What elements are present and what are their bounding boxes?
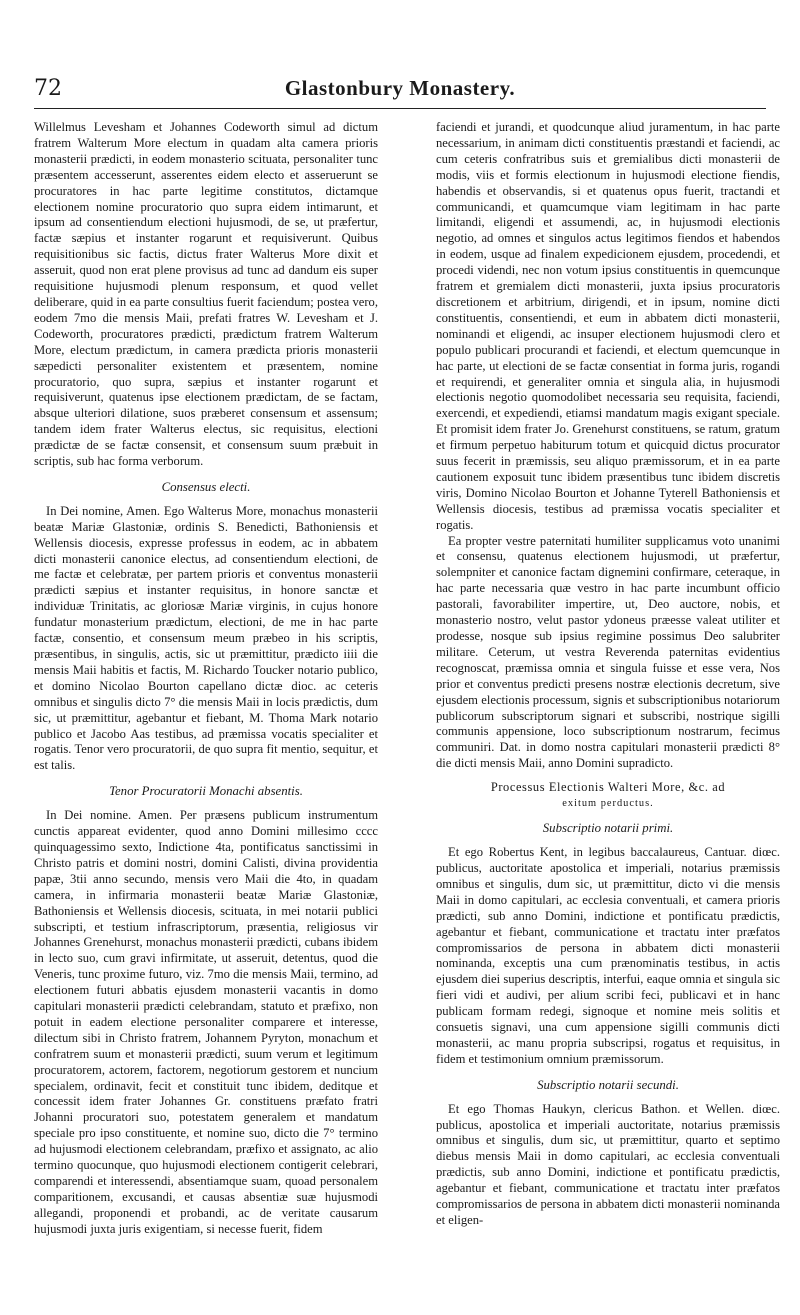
paragraph: Et ego Thomas Haukyn, clericus Bathon. et Wellen. diœc. publicus, apostolica et imperiali auctoritate, notarius præmissis omnibus et singulis, dum sic, ut præmittitur, quarto et septimo diebus mensis Maii in domo capitulari, ac ecclesia conventuali prædictis, sub anno Domini, indictione et pontificatu prædictis, agebantur et fiebant, communicatione et tractatu inter præfatos compromissarios de persona in abbatem dicti monasterii nominanda et eligen- [436, 1101, 780, 1227]
section-heading: Consensus electi. [161, 479, 251, 494]
paragraph: Willelmus Levesham et Johannes Codeworth simul ad dictum fratrem Walterum More electum in quadam alta camera prioris monasterii prædicti, in eodem monasterio scituata, personaliter tunc præsentem accesserunt, asserentes eidem electo et asseruerunt se procuratores in hac parte legitime constitutos, dictamque electionem nomine procuratorio quo supra eidem intimarunt, et ipsum ad consentiendum electioni hujusmodi, de se, ut præfertur, factæ sæpius et instanter rogarunt et requisiverunt. Quibus requisitionibus sic factis, dictus frater Walterus More dixit et asseruit, quod non erat plene provisus ad tunc ad dandum eis super requisitione hujusmodi plenum responsum, et quod vellet deliberare, quid in ea parte consultius fuerit faciendum; postea vero, eodem 7mo die mensis Maii, prefati fratres W. Levesham et J. Codeworth, procuratores prædicti, prædictum fratrem Walterum More, electum prædictum, in camera prædicta prioris monasterii sæpedicti personaliter existentem et præsentem, nomine procuratorio, quo supra, sæpius et instanter rogarunt et requisiverunt, quatenus ipse electionem prædictam, de se factam, absque ulteriori dilatione, suos præberet consensum et assensum; tandem idem frater Walterus electus, sic requisitus, electioni prædictæ de se factæ consensit, et consensum suum præbuit in scriptis, sub hac forma verborum. [34, 120, 378, 469]
running-title: Glastonbury Monastery. [284, 76, 516, 100]
section-heading: Subscriptio notarii primi. [542, 821, 674, 836]
paragraph: Et ego Robertus Kent, in legibus baccalaureus, Cantuar. diœc. publicus, auctoritate apostolica et imperiali, notarius præmissis omnibus et singulis, dum sic, ut præmittitur, dicto vi die mensis Maii in domo capitulari, ac ecclesia conventuali, et camera prioris prædicti, sub anno Domini, indictione et pontificatu prædictis, agebantur et fiebant, communicatione et tractatu inter præfatos compromissarios de persona in abbatem dicti monasterii nominanda, exceptis una cum prænominatis testibus, in actis ejusdem diei superius descriptis, interfui, eaque omnia et singula sic fieri vidi et audivi, per alium scribi feci, publicavi et in hanc publicam formam redegi, signoque et nomine meis solitis et consuetis signavi, una cum appensione sigilli communis dicti monasterii, ac manu propria subscripsi, rogatus et requisitus, in fidem et testimonium omnium præmissorum. [436, 845, 780, 1066]
process-heading-sub: exitum perductus. [562, 798, 654, 810]
section-heading: Subscriptio notarii secundi. [537, 1077, 679, 1092]
section-heading: Tenor Procuratorii Monachi absentis. [109, 784, 303, 799]
process-heading [436, 780, 780, 811]
process-heading-main: Processus Electionis Walteri More, &c. ad [490, 780, 726, 795]
page-header [34, 74, 766, 109]
paragraph: faciendi et jurandi, et quodcunque aliud juramentum, in hac parte necessarium, in animam dicti constituentis præstandi et faciendi, ac cum ceteris confratribus suis et gremialibus dicti monasterii de modis, viis et formis electionum in hujusmodi electione fiendis, habendis et observandis, si et quatenus opus fuerit, tractandi et communicandi, et quamcumque viam legitimam in hac parte limitandi, eligendi et assumendi, ac, in hujusmodi electionis negotio, ad omnes et singulos actus legitimos fiendos et habendos in eodem, usque ad finalem expedicionem ejusdem, procedendi, et procedi videndi, nec non votum ipsius constituentis in quemcunque fratrem et gremialem dicti monasterii, juxta ipsius procuratoris discretionem et arbitrium, dirigendi, et in ipsum, nomine dicti constituentis, consentiendi, et eum in abbatem dicti monasterii, nominandi et eligendi, ac insuper electionem hujusmodi clero et populo publicari procurandi et faciendi, et electum quemcunque in hac parte, ut electioni de se factæ consentiat in forma juris, rogandi et requirendi, et generaliter omnia et singula alia, in hujusmodi electionis negotio quomodolibet necessaria seu requisita, faciendi, exercendi, et expediendi, etiamsi mandatum magis exigant speciale. Et promisit idem frater Jo. Grenehurst constituens, se ratum, gratum et firmum perpetuo habiturum totum et quicquid dictus procurator suus fecerit in præmissis, seu aliquo præmissorum, et in ea parte cautionem exposuit tunc ibidem præsentibus tunc ibidem discretis viris, Domino Nicolao Bourton et Johanne Tyterell Bathoniensis et Wellensis diocesis, testibus ad præmissa vocatis specialiter et rogatis. [436, 120, 780, 532]
left-column [34, 120, 378, 1238]
paragraph: In Dei nomine, Amen. Ego Walterus More, monachus monasterii beatæ Mariæ Glastoniæ, ordinis S. Benedicti, Bathoniensis et Wellensis diocesis, expresse professus in eodem, ac in abbatem dicti monasterii canonice electus, ad consentiendum electioni, de me factæ et celebratæ, per partem prioris et conventus monasterii prædicti sæpius et instanter requisitus, in honore sanctæ et individuæ Trinitatis, ac gloriosæ Mariæ virginis, in cujus honore fundatur monasterium prædictum, electioni, de me in hac parte factæ, consentio, et consensum meum præbeo in his scriptis, præsentibus, in singulis, actis, sic ut præmittitur, prædicto iiii die mensis Maii habitis et factis, M. Richardo Toucker notario publico, et domino Nicolao Bourton capellano dictæ dioc. ac ceteris omnibus et singulis dicto 7° die mensis Maii in locis prædictis, dum sic, ut præmittitur, agebantur et fiebant, M. Thoma Mark notario publico et Jacobo Aas testibus, ad præmissa vocatis specialiter et rogatis. Tenor vero procuratorii, de quo supra fit mentio, sequitur, et est talis. [34, 503, 378, 773]
paragraph: Ea propter vestre paternitati humiliter supplicamus voto unanimi et consensu, quatenus electionem hujusmodi, ut præfertur, solempniter et canonice factam dignemini confirmare, ceteraque, in hac parte necessaria quæ vestro in hac parte incumbunt officio pastorali, favorabiliter impertire, ut, Deo auctore, nobis, et monasterio nostro, velut pastor ydoneus præesse valeat utiliter et prodesse, nosque sub ipsius regimine possimus Deo salubriter militare. Ceterum, ut vestra Reverenda paternitas evidentius recognoscat, præmissa omnia et singula fuisse et esse vera, Nos prior et conventus predicti presens nostræ electionis decretum, sive ejusdem electionis processum, signis et subscriptionibus notariorum publicorum subscriptorum signari et subscribi, nostrique sigilli communis appensione, loco subscriptionum nostrarum, fecimus communiri. Dat. in domo nostra capitulari monasterii prædicti 8° die dicti mensis Maii, anno Domini supradicto. [436, 533, 780, 771]
paragraph: In Dei nomine. Amen. Per præsens publicum instrumentum cunctis appareat evidenter, quod anno Domini millesimo cccc quinquagessimo sexto, Indictione 4ta, pontificatus sanctissimi in Christo patris et domini nostri, domini Calisti, divina providentia papæ, 3tii anno secundo, mensis vero Maii die 4to, in quadam camera, in infirmaria monasterii beatæ Mariæ Glastoniæ, Bathoniensis et Wellensis diocesis, scituata, in mei notarii publici subscripti, et testium infrascriptorum, præsentia, religiosus vir Johannes Grenehurst, monachus monasterii prædicti, cubans ibidem in lecto suo, cum gravi infirmitate, ut asseruit, detentus, quod die Veneris, tunc proxime futuro, viz. 7mo die mensis Maii, termino, ad electionem futuri abbatis ejusdem monasterii vacantis in domo capitulari monasterii prædicti celebrandam, statuto et præfixo, non potuit in eadem electione personaliter comparere et interesse, dilectum sibi in Christo fratrem, Johannem Pyryton, monachum et confratrem suum et monasterii prædicti, suum verum et legitimum procuratorem, actorem, factorem, negotiorum gestorem et nuncium specialem, ordinavit, fecit et constituit tunc ibidem, deditque et concessit idem frater Johannes Gr. constituens præfato fratri Johanni procuratori suo, potestatem generalem et mandatum speciale pro ipso constituente, et nomine suo, dicto die 7° termino ad hujusmodi electionem celebrandam, præfixo et assignato, ac alio termino quocunque, quo hujusmodi electionem contigerit celebrari, comparendi et interessendi, absentiamque suam, quoad personalem comparitionem, excusandi, et causas absentiæ suæ hujusmodi allegandi, proponendi et probandi, ac de veritate causarum hujusmodi juxta juris exigentiam, si necesse fuerit, fidem [34, 808, 378, 1236]
page-number: 72 [34, 76, 62, 101]
right-column [436, 120, 780, 1229]
